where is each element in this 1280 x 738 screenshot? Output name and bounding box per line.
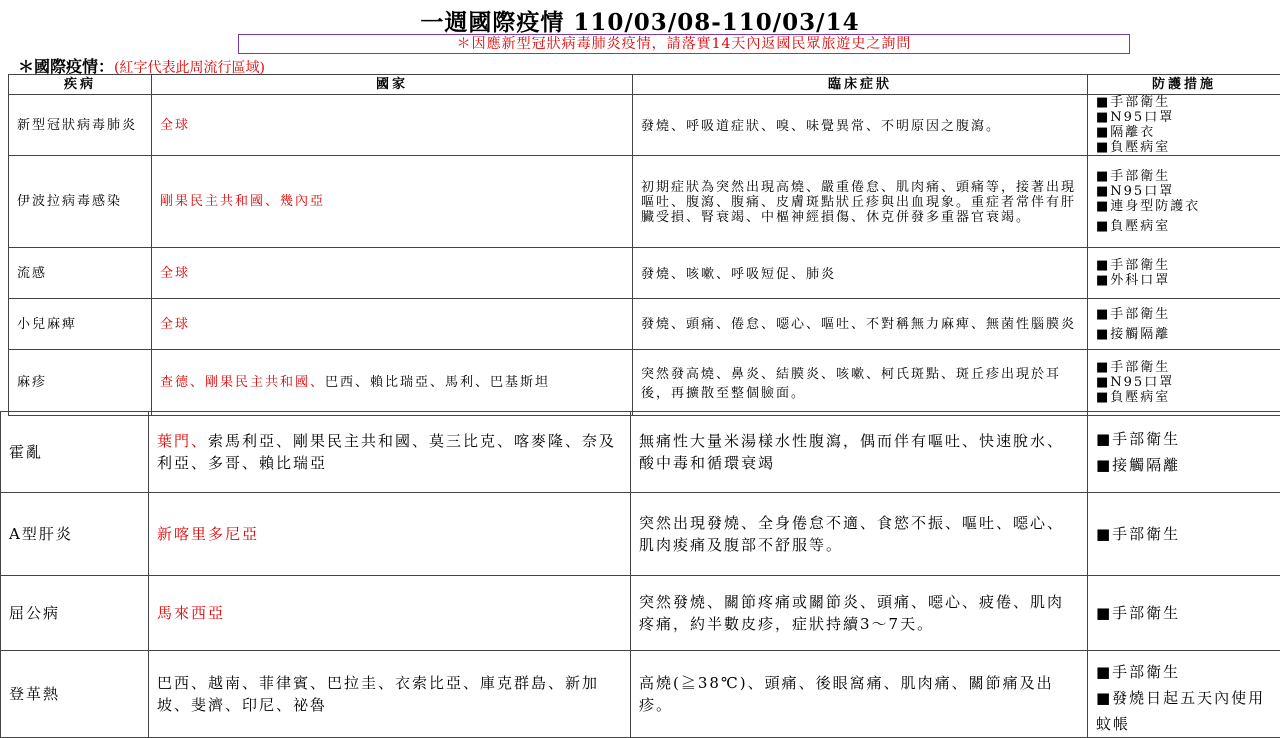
table-row (1, 412, 1280, 493)
disease-cell: 屈公病 (1, 576, 149, 651)
header-country: 國家 (152, 75, 633, 95)
protection-cell (1088, 412, 1280, 493)
disease-cell: 霍亂 (1, 412, 149, 493)
symptoms-cell: 突然出現發燒、全身倦怠不適、食慾不振、嘔吐、噁心、肌肉痠痛及腹部不舒服等。 (631, 493, 1088, 576)
table-row (9, 299, 1280, 350)
countries-red: 剛果民主共和國、幾內亞 (160, 194, 325, 209)
symptoms-cell: 突然發高燒、鼻炎、結膜炎、咳嗽、柯氏斑點、斑丘疹出現於耳後，再擴散至整個臉面。 (633, 350, 1088, 416)
symptoms-cell: 發燒、頭痛、倦怠、噁心、嘔吐、不對稱無力麻痺、無菌性腦膜炎 (633, 299, 1088, 350)
disease-cell: 登革熱 (1, 651, 149, 738)
epidemic-table-upper (8, 74, 1280, 416)
symptoms-cell: 發燒、咳嗽、呼吸短促、肺炎 (633, 248, 1088, 299)
symptoms-cell: 無痛性大量米湯樣水性腹瀉，偶而伴有嘔吐、快速脫水、酸中毒和循環衰竭 (631, 412, 1088, 493)
protection-cell (1088, 156, 1280, 248)
protection-item: ■手部衛生 (1096, 95, 1272, 110)
table-row (9, 350, 1280, 416)
countries-red: 新喀里多尼亞 (157, 525, 259, 543)
protection-item: ■負壓病室 (1096, 390, 1272, 405)
disease-cell: 伊波拉病毒感染 (9, 156, 152, 248)
symptoms-cell: 發燒、呼吸道症狀、嗅、味覺異常、不明原因之腹瀉。 (633, 95, 1088, 156)
protection-item: ■發燒日起五天內使用蚊帳 (1096, 685, 1272, 737)
protection-item: ■連身型防護衣 (1096, 199, 1272, 219)
table-row (1, 651, 1280, 738)
protection-item: ■手部衛生 (1096, 360, 1272, 375)
country-cell (152, 156, 633, 248)
country-cell (149, 412, 631, 493)
protection-cell (1088, 95, 1280, 156)
countries-red: 葉門、 (157, 432, 208, 450)
disease-cell: 流感 (9, 248, 152, 299)
table-header-row (9, 75, 1280, 95)
country-cell (149, 576, 631, 651)
countries-red: 馬來西亞 (157, 604, 225, 622)
header-disease: 疾病 (9, 75, 152, 95)
protection-item: ■隔離衣 (1096, 125, 1272, 140)
table-row (1, 493, 1280, 576)
table-row (1, 576, 1280, 651)
protection-cell (1088, 576, 1280, 651)
table-row (9, 248, 1280, 299)
travel-history-notice: ＊因應新型冠狀病毒肺炎疫情，請落實14天內返國民眾旅遊史之詢問 (238, 34, 1130, 54)
country-cell (152, 248, 633, 299)
protection-item: ■負壓病室 (1096, 140, 1272, 155)
table-row (9, 95, 1280, 156)
disease-cell: 麻疹 (9, 350, 152, 416)
countries-red: 全球 (160, 317, 190, 332)
protection-item: ■負壓病室 (1096, 219, 1272, 234)
section-label: ＊國際疫情： (18, 57, 114, 76)
protection-item: ■手部衛生 (1096, 659, 1272, 685)
protection-cell (1088, 350, 1280, 416)
protection-item: ■手部衛生 (1096, 169, 1272, 184)
protection-item: ■N95口罩 (1096, 110, 1272, 125)
table-row (9, 156, 1280, 248)
protection-cell (1088, 248, 1280, 299)
protection-item: ■接觸隔離 (1096, 327, 1272, 342)
protection-item: ■手部衛生 (1096, 307, 1272, 327)
protection-item: ■手部衛生 (1096, 521, 1272, 547)
symptoms-cell: 高燒(≧38℃)、頭痛、後眼窩痛、肌肉痛、關節痛及出疹。 (631, 651, 1088, 738)
protection-cell (1088, 299, 1280, 350)
countries-red: 全球 (160, 118, 190, 133)
page-title: 一週國際疫情 110/03/08-110/03/14 (0, 4, 1280, 37)
protection-item: ■外科口罩 (1096, 273, 1272, 288)
disease-cell: 小兒麻痺 (9, 299, 152, 350)
section-note: (紅字代表此周流行區域) (114, 60, 265, 76)
protection-item: ■接觸隔離 (1096, 452, 1272, 478)
disease-cell: 新型冠狀病毒肺炎 (9, 95, 152, 156)
country-cell (152, 350, 633, 416)
countries-black: 索馬利亞、剛果民主共和國、莫三比克、喀麥隆、奈及利亞、多哥、賴比瑞亞 (157, 432, 616, 472)
protection-item: ■N95口罩 (1096, 375, 1272, 390)
protection-item: ■手部衛生 (1096, 600, 1272, 626)
countries-red: 查德、剛果民主共和國、 (160, 375, 325, 390)
protection-cell (1088, 493, 1280, 576)
countries-red: 全球 (160, 266, 190, 281)
symptoms-cell: 初期症狀為突然出現高燒、嚴重倦怠、肌肉痛、頭痛等，接著出現嘔吐、腹瀉、腹痛、皮膚斑點狀丘疹與出血現象。重症者常伴有肝臟受損、腎衰竭、中樞神經損傷、休克併發多重器官衰竭。 (633, 156, 1088, 248)
disease-cell: A型肝炎 (1, 493, 149, 576)
protection-item: ■手部衛生 (1096, 258, 1272, 273)
protection-cell (1088, 651, 1280, 738)
header-protection: 防護措施 (1088, 75, 1280, 95)
protection-item: ■N95口罩 (1096, 184, 1272, 199)
header-symptoms: 臨床症狀 (633, 75, 1088, 95)
protection-item: ■手部衛生 (1096, 426, 1272, 452)
countries-black: 巴西、賴比瑞亞、馬利、巴基斯坦 (325, 375, 550, 390)
countries-black: 巴西、越南、菲律賓、巴拉圭、衣索比亞、庫克群島、新加坡、斐濟、印尼、祕魯 (157, 674, 599, 714)
country-cell (149, 651, 631, 738)
country-cell (149, 493, 631, 576)
symptoms-cell: 突然發燒、關節疼痛或關節炎、頭痛、噁心、疲倦、肌肉疼痛，約半數皮疹，症狀持續3～7天。 (631, 576, 1088, 651)
country-cell (152, 299, 633, 350)
epidemic-table-lower (0, 411, 1280, 738)
country-cell (152, 95, 633, 156)
